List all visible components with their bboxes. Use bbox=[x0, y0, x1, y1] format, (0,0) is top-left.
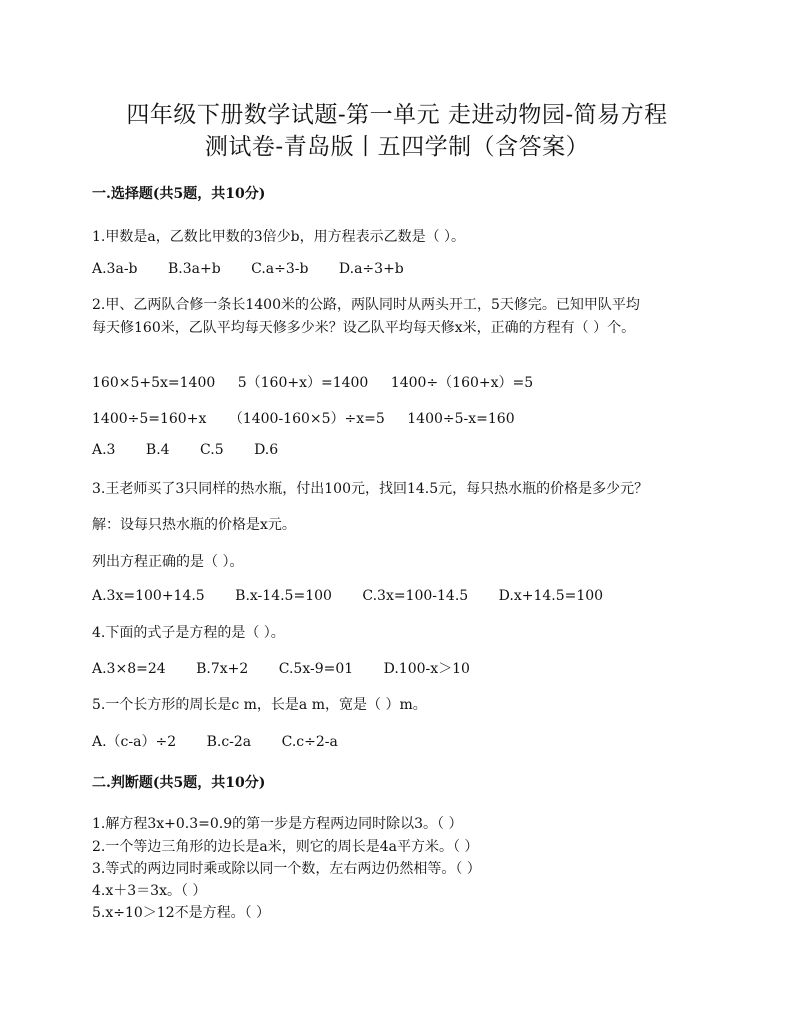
option-a: A.（c-a）÷2 bbox=[92, 734, 177, 750]
question-3-options bbox=[92, 588, 629, 604]
option-a: A.3a-b bbox=[92, 261, 138, 277]
option-b: B.3a+b bbox=[167, 261, 221, 277]
option-d: D.a÷3+b bbox=[338, 261, 404, 277]
option-c: C.3x=100-14.5 bbox=[362, 588, 469, 604]
option-b: B.x-14.5=100 bbox=[235, 588, 332, 604]
option-c: C.5x-9=01 bbox=[278, 661, 354, 677]
equation: 160×5+5x=1400 bbox=[92, 375, 216, 391]
question-2-text-line2: 每天修160米，乙队平均每天修多少米？设乙队平均每天修x米，正确的方程有（ ）个。 bbox=[92, 320, 636, 336]
section-heading-choice: 一.选择题(共5题，共10分) bbox=[92, 186, 266, 202]
document-title-line2: 测试卷-青岛版丨五四学制（含答案） bbox=[204, 134, 590, 160]
question-4-text: 4.下面的式子是方程的是（ ）。 bbox=[92, 625, 285, 641]
question-1-options bbox=[92, 261, 430, 277]
question-5-text: 5.一个长方形的周长是c m，长是a m，宽是（ ）m。 bbox=[92, 697, 427, 713]
question-2-equations-row2 bbox=[92, 408, 533, 428]
question-1-text: 1.甲数是a，乙数比甲数的3倍少b，用方程表示乙数是（ ）。 bbox=[92, 229, 466, 245]
option-a: A.3 bbox=[92, 442, 116, 458]
question-2-options bbox=[92, 442, 304, 458]
option-b: B.7x+2 bbox=[196, 661, 249, 677]
equation: 5（160+x）=1400 bbox=[237, 375, 369, 391]
equation: 1400÷5-x=160 bbox=[407, 411, 515, 427]
option-d: D.100-x＞10 bbox=[383, 661, 470, 677]
option-a: A.3×8=24 bbox=[92, 661, 166, 677]
judgment-item-2: 2.一个等边三角形的边长是a米，则它的周长是4a平方米。（ ） bbox=[92, 839, 479, 855]
judgment-item-3: 3.等式的两边同时乘或除以同一个数，左右两边仍然相等。（ ） bbox=[92, 861, 481, 877]
option-d: D.6 bbox=[254, 442, 279, 458]
judgment-item-1: 1.解方程3x+0.3=0.9的第一步是方程两边同时除以3。（ ） bbox=[92, 816, 463, 832]
question-5-options bbox=[92, 731, 364, 751]
question-2-text-line1: 2.甲、乙两队合修一条长1400米的公路，两队同时从两头开工，5天修完。已知甲队平均 bbox=[92, 297, 640, 313]
equation: 1400÷（160+x）=5 bbox=[390, 375, 534, 391]
judgment-item-4: 4.x＋3＝3x。（ ） bbox=[92, 883, 207, 899]
option-c: C.5 bbox=[200, 442, 224, 458]
equation: （1400-160×5）÷x=5 bbox=[228, 411, 385, 427]
question-3-text: 3.王老师买了3只同样的热水瓶，付出100元，找回14.5元，每只热水瓶的价格是多少元？ bbox=[92, 481, 649, 497]
document-title-line1: 四年级下册数学试题-第一单元 走进动物园-简易方程 bbox=[126, 102, 668, 128]
equation: 1400÷5=160+x bbox=[92, 411, 207, 427]
question-4-options bbox=[92, 658, 496, 678]
option-c: C.a÷3-b bbox=[251, 261, 309, 277]
option-b: B.4 bbox=[145, 442, 170, 458]
section-heading-judgment: 二.判断题(共5题，共10分) bbox=[92, 775, 266, 791]
question-2-equations-row1 bbox=[92, 372, 551, 392]
option-b: B.c-2a bbox=[206, 734, 252, 750]
question-3-solution: 解：设每只热水瓶的价格是x元。 bbox=[92, 517, 296, 533]
option-c: C.c÷2-a bbox=[281, 734, 338, 750]
option-a: A.3x=100+14.5 bbox=[92, 588, 205, 604]
question-3-prompt: 列出方程正确的是（ ）。 bbox=[92, 554, 244, 570]
judgment-item-5: 5.x÷10＞12不是方程。（ ） bbox=[92, 905, 271, 921]
option-d: D.x+14.5=100 bbox=[498, 588, 604, 604]
